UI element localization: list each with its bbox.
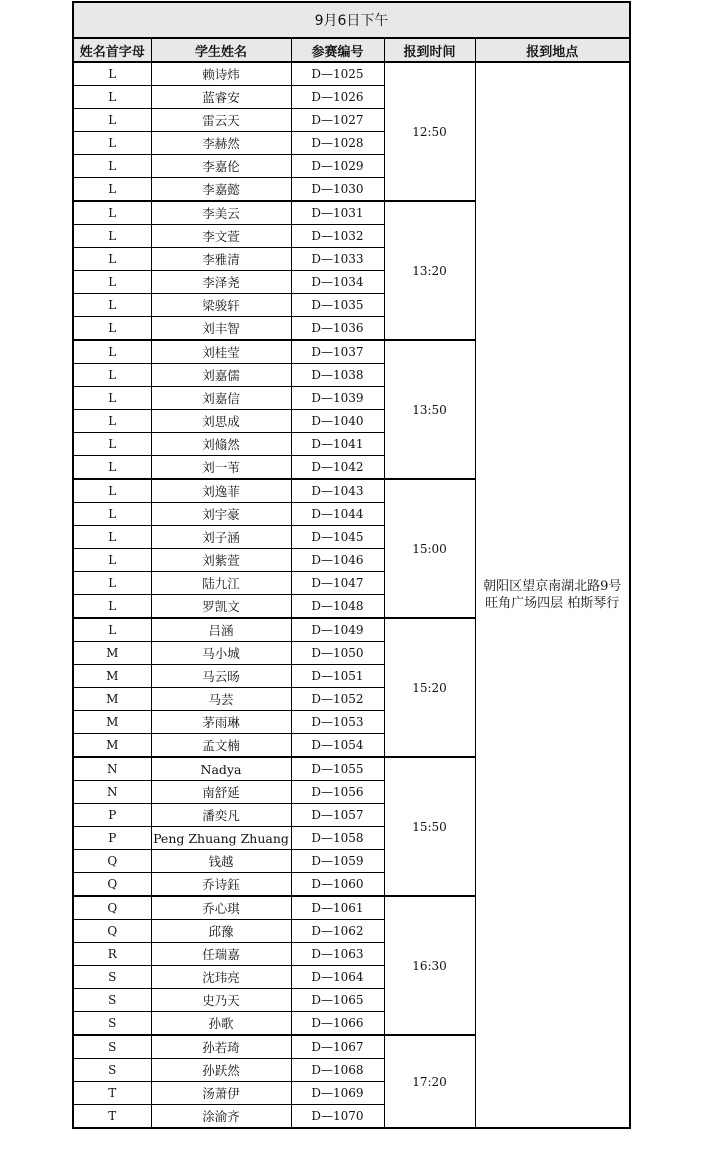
entry-number-cell: D—1028	[291, 132, 384, 155]
initial-cell: L	[73, 387, 151, 410]
initial-cell: S	[73, 989, 151, 1012]
table-row	[73, 62, 630, 86]
initial-cell: N	[73, 757, 151, 781]
student-name-cell: 梁骏轩	[151, 294, 291, 317]
student-name-cell: 南舒延	[151, 781, 291, 804]
checkin-time-cell: 16:30	[384, 896, 475, 1035]
initial-cell: L	[73, 248, 151, 271]
entry-number-cell: D—1052	[291, 688, 384, 711]
checkin-time-cell: 17:20	[384, 1035, 475, 1128]
entry-number-cell: D—1026	[291, 86, 384, 109]
entry-number-cell: D—1061	[291, 896, 384, 920]
initial-cell: L	[73, 317, 151, 341]
entry-number-cell: D—1035	[291, 294, 384, 317]
student-name-cell: 孙跃然	[151, 1059, 291, 1082]
checkin-time-cell: 12:50	[384, 62, 475, 201]
initial-cell: L	[73, 109, 151, 132]
student-name-cell: 蓝睿安	[151, 86, 291, 109]
initial-cell: M	[73, 665, 151, 688]
student-name-cell: 刘宇豪	[151, 503, 291, 526]
student-name-cell: 李美云	[151, 201, 291, 225]
initial-cell: S	[73, 1012, 151, 1036]
entry-number-cell: D—1047	[291, 572, 384, 595]
initial-cell: L	[73, 294, 151, 317]
entry-number-cell: D—1058	[291, 827, 384, 850]
initial-cell: L	[73, 410, 151, 433]
initial-cell: P	[73, 804, 151, 827]
entry-number-cell: D—1044	[291, 503, 384, 526]
initial-cell: T	[73, 1105, 151, 1129]
initial-cell: L	[73, 271, 151, 294]
student-name-cell: 钱越	[151, 850, 291, 873]
checkin-time-cell: 13:50	[384, 340, 475, 479]
student-name-cell: 李文萱	[151, 225, 291, 248]
initial-cell: S	[73, 966, 151, 989]
initial-cell: L	[73, 526, 151, 549]
student-name-cell: 刘翛然	[151, 433, 291, 456]
entry-number-cell: D—1046	[291, 549, 384, 572]
entry-number-cell: D—1063	[291, 943, 384, 966]
entry-number-cell: D—1032	[291, 225, 384, 248]
student-name-cell: 乔诗鈺	[151, 873, 291, 897]
entry-number-cell: D—1040	[291, 410, 384, 433]
student-name-cell: 李泽尧	[151, 271, 291, 294]
student-name-cell: 陆九江	[151, 572, 291, 595]
initial-cell: L	[73, 479, 151, 503]
initial-cell: L	[73, 62, 151, 86]
student-name-cell: 马芸	[151, 688, 291, 711]
student-name-cell: 茅雨琳	[151, 711, 291, 734]
schedule-table-body	[73, 2, 630, 1128]
initial-cell: L	[73, 178, 151, 202]
checkin-time-cell: 15:50	[384, 757, 475, 896]
student-name-cell: 李嘉懿	[151, 178, 291, 202]
initial-cell: Q	[73, 920, 151, 943]
entry-number-cell: D—1053	[291, 711, 384, 734]
sheet-title: 9月6日下午	[73, 2, 630, 38]
entry-number-cell: D—1043	[291, 479, 384, 503]
header-checkin-time: 报到时间	[384, 38, 475, 62]
student-name-cell: 孙歌	[151, 1012, 291, 1036]
header-student-name: 学生姓名	[151, 38, 291, 62]
student-name-cell: 李雅清	[151, 248, 291, 271]
initial-cell: S	[73, 1059, 151, 1082]
entry-number-cell: D—1057	[291, 804, 384, 827]
schedule-table	[72, 1, 631, 1129]
initial-cell: L	[73, 503, 151, 526]
initial-cell: L	[73, 201, 151, 225]
student-name-cell: 吕涵	[151, 618, 291, 642]
student-name-cell: 刘思成	[151, 410, 291, 433]
student-name-cell: 史乃天	[151, 989, 291, 1012]
student-name-cell: 涂渝齐	[151, 1105, 291, 1129]
student-name-cell: 李赫然	[151, 132, 291, 155]
entry-number-cell: D—1062	[291, 920, 384, 943]
entry-number-cell: D—1059	[291, 850, 384, 873]
student-name-cell: 孟文楠	[151, 734, 291, 758]
entry-number-cell: D—1064	[291, 966, 384, 989]
entry-number-cell: D—1038	[291, 364, 384, 387]
initial-cell: L	[73, 433, 151, 456]
student-name-cell: 孙若琦	[151, 1035, 291, 1059]
entry-number-cell: D—1030	[291, 178, 384, 202]
header-checkin-location: 报到地点	[475, 38, 630, 62]
student-name-cell: 雷云天	[151, 109, 291, 132]
student-name-cell: 刘桂莹	[151, 340, 291, 364]
checkin-time-cell: 15:20	[384, 618, 475, 757]
initial-cell: L	[73, 618, 151, 642]
entry-number-cell: D—1037	[291, 340, 384, 364]
initial-cell: L	[73, 132, 151, 155]
entry-number-cell: D—1033	[291, 248, 384, 271]
entry-number-cell: D—1054	[291, 734, 384, 758]
student-name-cell: 刘嘉儒	[151, 364, 291, 387]
header-initial: 姓名首字母	[73, 38, 151, 62]
initial-cell: N	[73, 781, 151, 804]
entry-number-cell: D—1060	[291, 873, 384, 897]
entry-number-cell: D—1027	[291, 109, 384, 132]
initial-cell: M	[73, 734, 151, 758]
student-name-cell: 沈玮亮	[151, 966, 291, 989]
initial-cell: L	[73, 225, 151, 248]
entry-number-cell: D—1049	[291, 618, 384, 642]
initial-cell: Q	[73, 896, 151, 920]
student-name-cell: 刘一苇	[151, 456, 291, 480]
student-name-cell: 刘逸菲	[151, 479, 291, 503]
initial-cell: L	[73, 572, 151, 595]
initial-cell: M	[73, 711, 151, 734]
entry-number-cell: D—1042	[291, 456, 384, 480]
initial-cell: L	[73, 549, 151, 572]
initial-cell: M	[73, 642, 151, 665]
initial-cell: L	[73, 595, 151, 619]
initial-cell: Q	[73, 850, 151, 873]
student-name-cell: 汤萧伊	[151, 1082, 291, 1105]
student-name-cell: 马云旸	[151, 665, 291, 688]
entry-number-cell: D—1045	[291, 526, 384, 549]
student-name-cell: 刘紫萱	[151, 549, 291, 572]
student-name-cell: 任瑞嘉	[151, 943, 291, 966]
entry-number-cell: D—1036	[291, 317, 384, 341]
student-name-cell: 赖诗炜	[151, 62, 291, 86]
entry-number-cell: D—1065	[291, 989, 384, 1012]
entry-number-cell: D—1055	[291, 757, 384, 781]
initial-cell: S	[73, 1035, 151, 1059]
student-name-cell: 刘嘉信	[151, 387, 291, 410]
entry-number-cell: D—1034	[291, 271, 384, 294]
student-name-cell: 邱豫	[151, 920, 291, 943]
entry-number-cell: D—1029	[291, 155, 384, 178]
initial-cell: L	[73, 86, 151, 109]
checkin-time-cell: 15:00	[384, 479, 475, 618]
initial-cell: L	[73, 155, 151, 178]
student-name-cell: 李嘉伦	[151, 155, 291, 178]
student-name-cell: 乔心琪	[151, 896, 291, 920]
student-name-cell: 刘子涵	[151, 526, 291, 549]
entry-number-cell: D—1056	[291, 781, 384, 804]
student-name-cell: Nadya	[151, 757, 291, 781]
entry-number-cell: D—1039	[291, 387, 384, 410]
student-name-cell: 刘丰智	[151, 317, 291, 341]
checkin-location-cell: 朝阳区望京南湖北路9号 旺角广场四层 柏斯琴行	[475, 62, 630, 1128]
initial-cell: P	[73, 827, 151, 850]
initial-cell: M	[73, 688, 151, 711]
entry-number-cell: D—1031	[291, 201, 384, 225]
entry-number-cell: D—1050	[291, 642, 384, 665]
student-name-cell: 马小城	[151, 642, 291, 665]
entry-number-cell: D—1068	[291, 1059, 384, 1082]
initial-cell: T	[73, 1082, 151, 1105]
initial-cell: L	[73, 456, 151, 480]
initial-cell: Q	[73, 873, 151, 897]
header-row	[73, 38, 630, 62]
entry-number-cell: D—1025	[291, 62, 384, 86]
entry-number-cell: D—1048	[291, 595, 384, 619]
checkin-time-cell: 13:20	[384, 201, 475, 340]
initial-cell: R	[73, 943, 151, 966]
entry-number-cell: D—1066	[291, 1012, 384, 1036]
initial-cell: L	[73, 340, 151, 364]
initial-cell: L	[73, 364, 151, 387]
student-name-cell: 罗凯文	[151, 595, 291, 619]
student-name-cell: 潘奕凡	[151, 804, 291, 827]
title-row	[73, 2, 630, 38]
entry-number-cell: D—1051	[291, 665, 384, 688]
header-entry-number: 参赛编号	[291, 38, 384, 62]
entry-number-cell: D—1070	[291, 1105, 384, 1129]
entry-number-cell: D—1041	[291, 433, 384, 456]
entry-number-cell: D—1069	[291, 1082, 384, 1105]
entry-number-cell: D—1067	[291, 1035, 384, 1059]
student-name-cell: Peng Zhuang Zhuang	[151, 827, 291, 850]
